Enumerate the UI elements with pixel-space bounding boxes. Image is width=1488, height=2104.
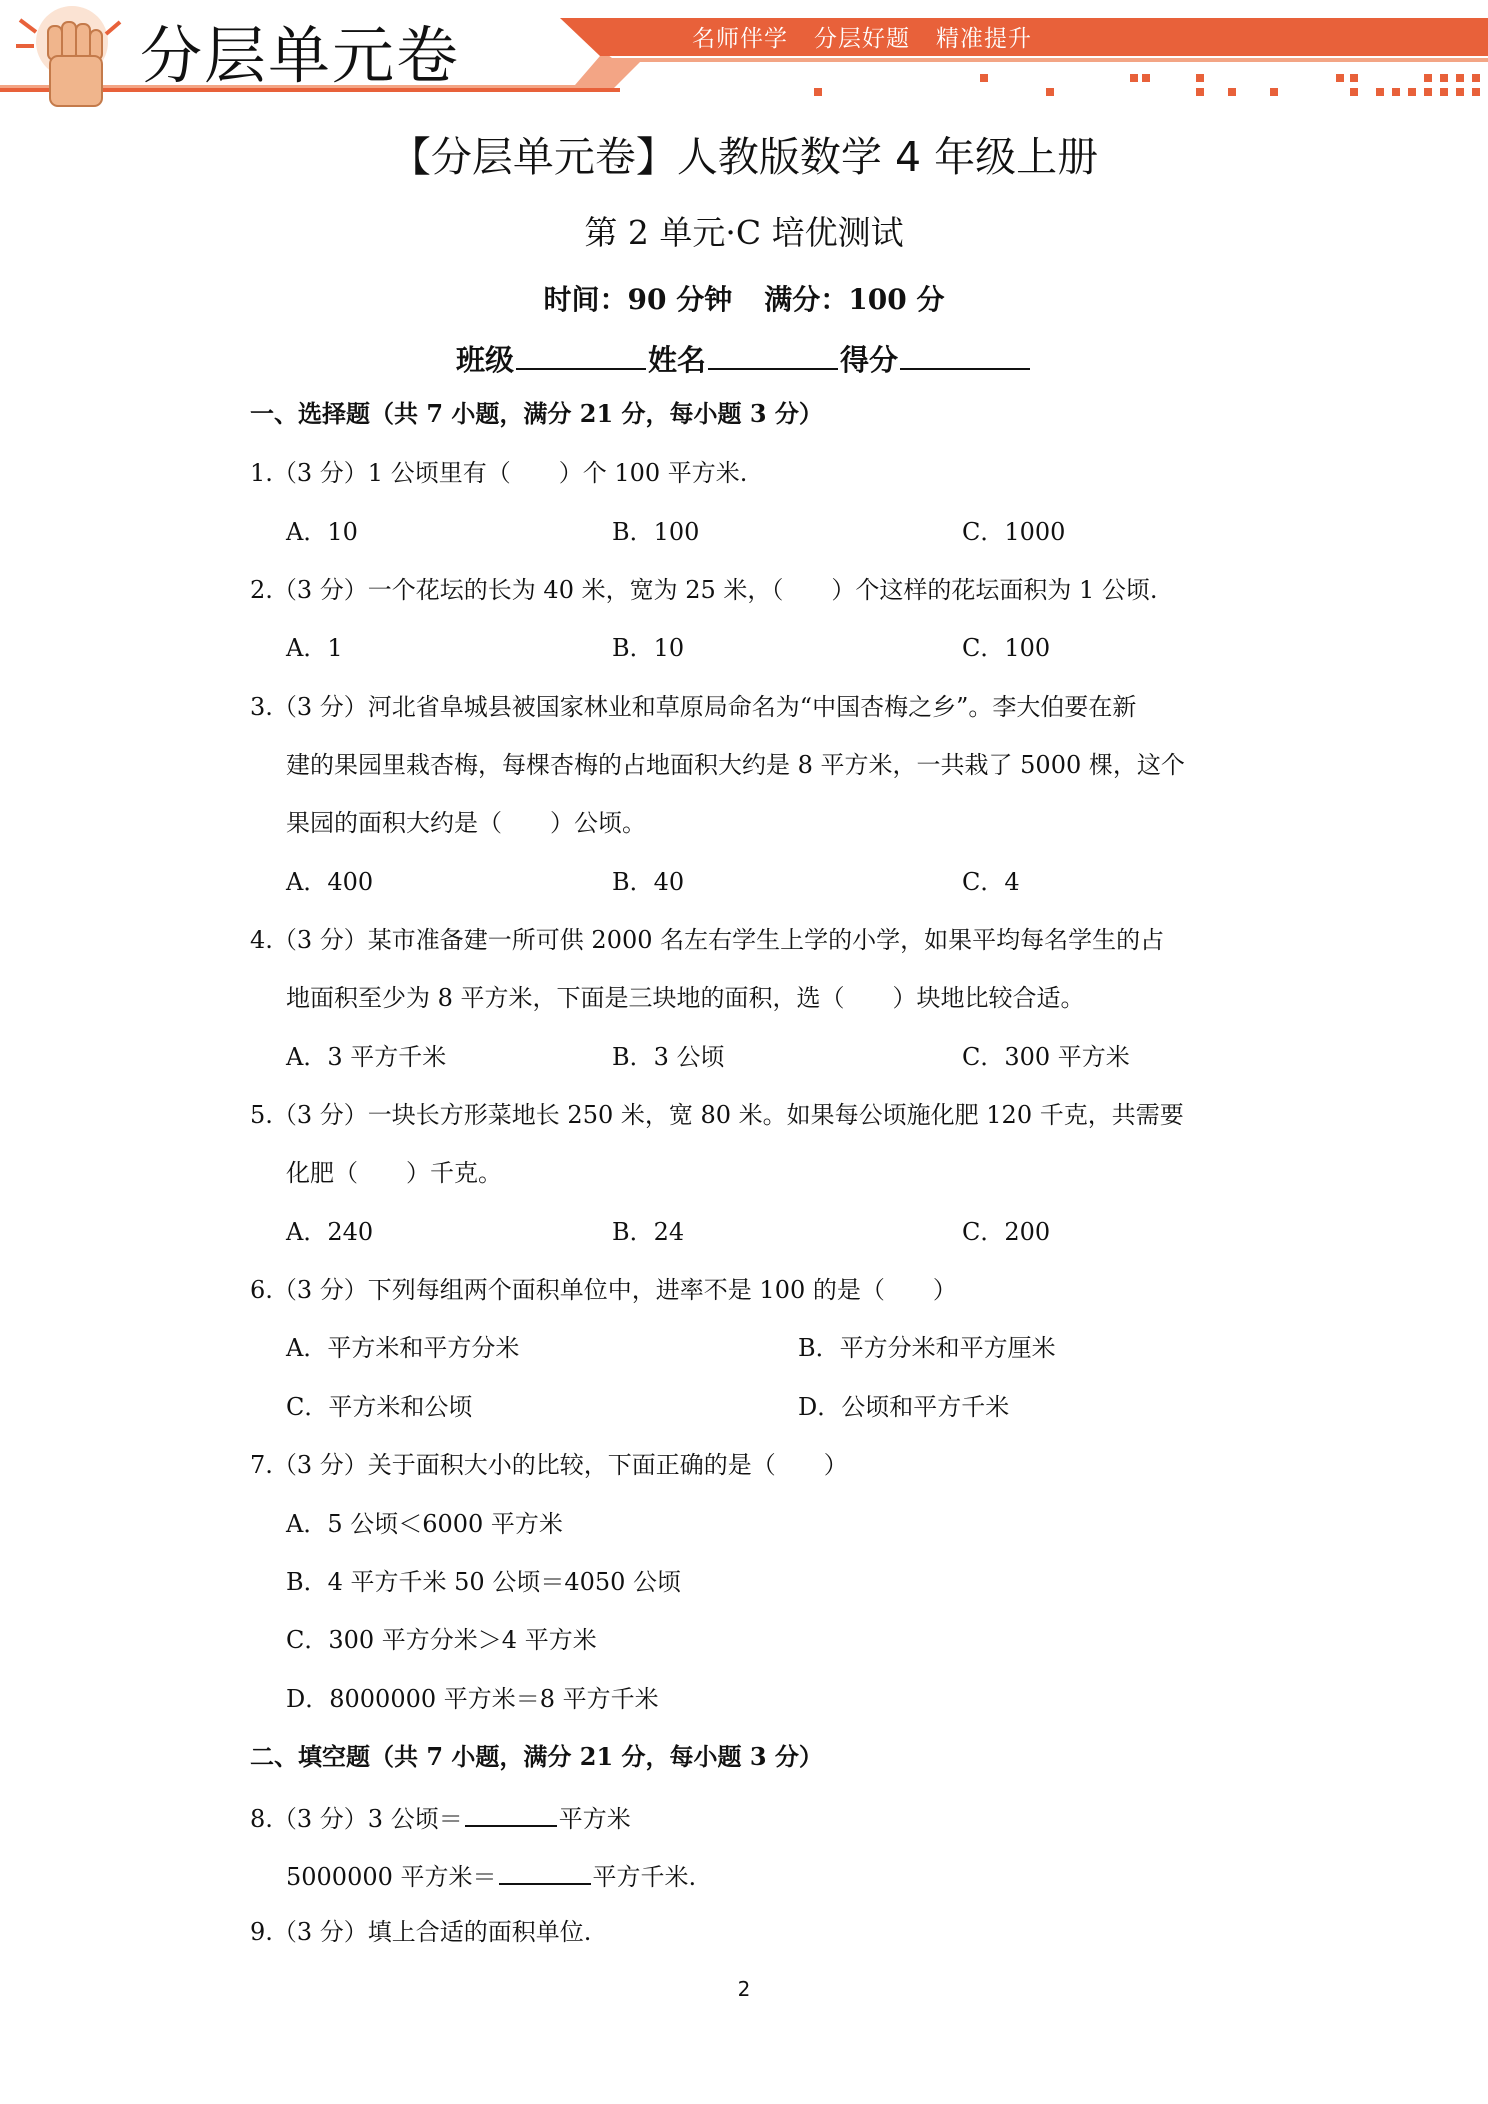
q6-option-d[interactable]: D．公顷和平方千米 (798, 1393, 1010, 1421)
q8a-answer-blank[interactable] (465, 1801, 557, 1827)
decorative-dots (814, 74, 1480, 96)
time-score-line (0, 278, 1488, 318)
q8b-suffix: 平方千米. (592, 1863, 697, 1891)
question-3-line-2: 建的果园里栽杏梅，每棵杏梅的占地面积大约是 8 平方米，一共栽了 5000 棵，这个 (286, 751, 1185, 779)
question-7: 7.（3 分）关于面积大小的比较，下面正确的是（ ） (250, 1451, 848, 1479)
q2-option-a[interactable]: A．1 (286, 634, 343, 662)
q7-option-d[interactable]: D．8000000 平方米＝8 平方千米 (286, 1685, 659, 1713)
header-slogan (692, 20, 1058, 53)
q2-option-c[interactable]: C．100 (962, 634, 1051, 662)
name-label: 姓名 (647, 343, 706, 377)
brand-title: 分层单元卷 (140, 19, 461, 92)
q8a-prefix: 8.（3 分）3 公顷＝ (250, 1805, 463, 1833)
class-label: 班级 (455, 343, 514, 377)
q7-option-a[interactable]: A．5 公顷＜6000 平方米 (286, 1510, 563, 1538)
page-number: 2 (737, 1977, 751, 2001)
q6-option-a[interactable]: A．平方米和平方分米 (286, 1334, 520, 1362)
q7-option-c[interactable]: C．300 平方分米＞4 平方米 (286, 1626, 597, 1654)
q4-option-c[interactable]: C．300 平方米 (962, 1043, 1130, 1071)
student-info-line (0, 338, 1488, 379)
q3-option-c[interactable]: C．4 (962, 868, 1020, 896)
question-3-line-1: 3.（3 分）河北省阜城县被国家林业和草原局命名为“中国杏梅之乡”。李大伯要在新 (250, 693, 1137, 721)
q1-option-c[interactable]: C．1000 (962, 518, 1066, 546)
q3-option-a[interactable]: A．400 (286, 868, 374, 896)
score-label: 得分 (840, 343, 899, 377)
question-1: 1.（3 分）1 公顷里有（ ）个 100 平方米. (250, 459, 748, 487)
question-5-line-1: 5.（3 分）一块长方形菜地长 250 米，宽 80 米。如果每公顷施化肥 120 千克，共需要 (250, 1101, 1184, 1129)
slogan-item: 名师伴学 (692, 26, 788, 52)
q5-option-c[interactable]: C．200 (962, 1218, 1051, 1246)
q8b-answer-blank[interactable] (499, 1859, 591, 1885)
question-3-line-3: 果园的面积大约是（ ）公顷。 (286, 809, 646, 837)
q3-option-b[interactable]: B．40 (612, 868, 685, 896)
q1-option-a[interactable]: A．10 (286, 518, 358, 546)
question-2: 2.（3 分）一个花坛的长为 40 米，宽为 25 米，（ ）个这样的花坛面积为 1 公顷. (250, 576, 1158, 604)
section-heading-fill: 二、填空题（共 7 小题，满分 21 分，每小题 3 分） (250, 1742, 823, 1771)
q7-option-b[interactable]: B．4 平方千米 50 公顷＝4050 公顷 (286, 1568, 682, 1596)
question-4-line-1: 4.（3 分）某市准备建一所可供 2000 名左右学生上学的小学，如果平均每名学生的占 (250, 926, 1165, 954)
q2-option-b[interactable]: B．10 (612, 634, 685, 662)
q1-option-b[interactable]: B．100 (612, 518, 700, 546)
page-header (0, 0, 1488, 120)
q6-option-b[interactable]: B．平方分米和平方厘米 (798, 1334, 1056, 1362)
question-9: 9.（3 分）填上合适的面积单位. (250, 1918, 592, 1946)
slogan-item: 分层好题 (814, 26, 910, 52)
q8a-suffix: 平方米 (558, 1805, 631, 1833)
section-heading-choice: 一、选择题（共 7 小题，满分 21 分，每小题 3 分） (250, 399, 823, 428)
question-8-line-2 (286, 1859, 696, 1892)
question-4-line-2: 地面积至少为 8 平方米，下面是三块地的面积，选（ ）块地比较合适。 (286, 984, 1085, 1012)
q5-option-b[interactable]: B．24 (612, 1218, 685, 1246)
q4-option-b[interactable]: B．3 公顷 (612, 1043, 725, 1071)
class-blank[interactable] (516, 340, 646, 370)
time-label: 时间：90 分钟 (543, 283, 733, 316)
question-6: 6.（3 分）下列每组两个面积单位中，进率不是 100 的是（ ） (250, 1276, 957, 1304)
q4-option-a[interactable]: A．3 平方千米 (286, 1043, 447, 1071)
slogan-item: 精准提升 (936, 26, 1032, 52)
name-blank[interactable] (708, 340, 838, 370)
score-blank[interactable] (900, 340, 1030, 370)
page-subtitle: 第 2 单元·C 培优测试 (584, 213, 904, 252)
full-score-label: 满分：100 分 (764, 283, 945, 316)
question-8-line-1 (250, 1801, 631, 1834)
q6-option-c[interactable]: C．平方米和公顷 (286, 1393, 473, 1421)
q5-option-a[interactable]: A．240 (286, 1218, 374, 1246)
page-title: 【分层单元卷】人教版数学 4 年级上册 (389, 133, 1099, 181)
q8b-prefix: 5000000 平方米＝ (286, 1863, 497, 1891)
question-5-line-2: 化肥（ ）千克。 (286, 1159, 502, 1187)
